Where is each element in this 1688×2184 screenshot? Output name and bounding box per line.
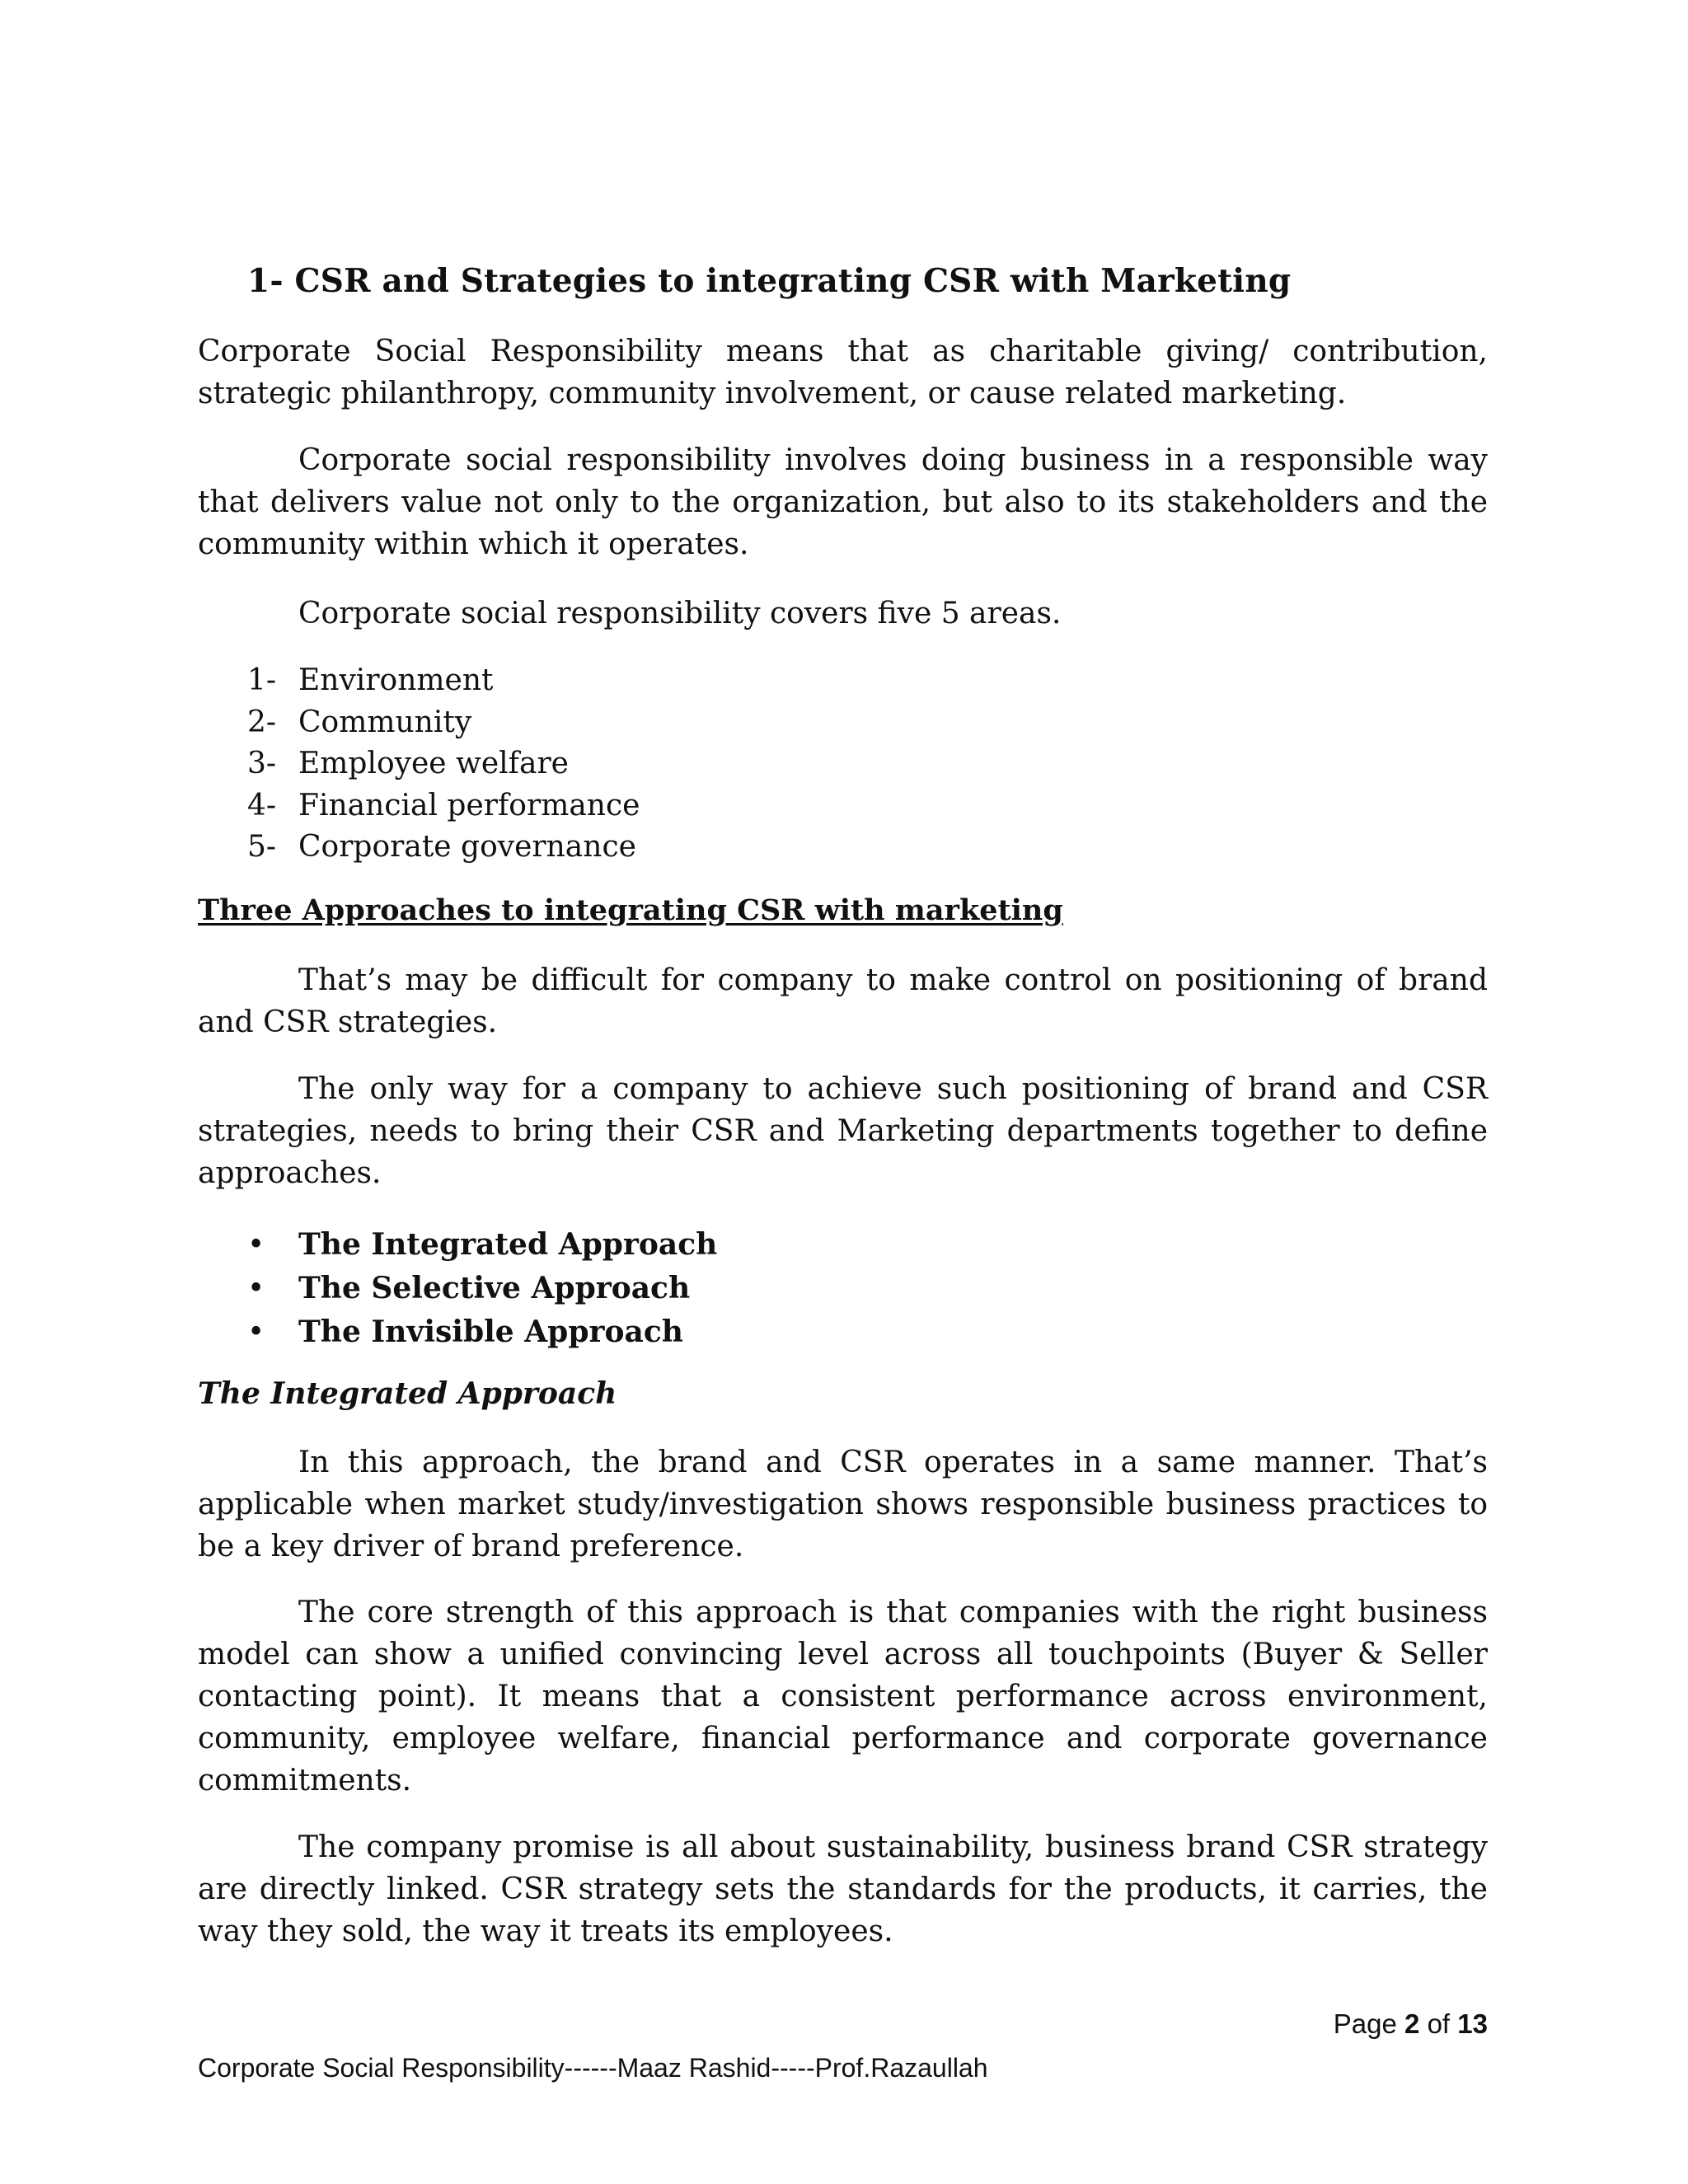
integrated-paragraph: The company promise is all about sustainability, business brand CSR strategy are directly linked. CSR strategy sets the standards for the products, it carries, the way they sold, the way it treats its employees. [198, 1830, 1488, 1948]
list-item: • The Integrated Approach [247, 1223, 717, 1267]
approaches-paragraph: That’s may be difficult for company to make control on positioning of brand and CSR strategies. [198, 963, 1488, 1039]
page-number: Page 2 of 13 [1333, 2008, 1488, 2039]
bullet-icon: • [247, 1315, 265, 1349]
list-item: 4- Financial performance [247, 788, 640, 823]
integrated-paragraph: In this approach, the brand and CSR operates in a same manner. That’s applicable when market study/investigation shows responsible business practices to be a key driver of brand preference. [198, 1446, 1488, 1563]
document-page [198, 0, 1488, 2184]
bullet-icon: • [247, 1272, 265, 1305]
page-footer: Corporate Social Responsibility------Maaz Rashid-----Prof.Razaullah [198, 2053, 988, 2083]
list-item: 2- Community [247, 705, 472, 739]
list-item: 5- Corporate governance [247, 830, 636, 864]
list-item: 3- Employee welfare [247, 747, 569, 780]
intro-paragraph: Corporate Social Responsibility means that as charitable giving/ contribution, strategic philanthropy, community involvement, or cause related marketing. [198, 335, 1488, 410]
list-item: 1- Environment [247, 663, 494, 697]
approaches-heading: Three Approaches to integrating CSR with marketing [198, 893, 1063, 927]
bullet-icon: • [247, 1228, 265, 1262]
list-item: • The Selective Approach [247, 1267, 717, 1310]
definition-paragraph: Corporate social responsibility involves doing business in a responsible way that delivers value not only to the organization, but also to its stakeholders and the community within which it operates. [198, 443, 1488, 561]
csr-areas-list [247, 660, 640, 869]
list-item: • The Invisible Approach [247, 1310, 717, 1354]
areas-intro-paragraph: Corporate social responsibility covers five 5 areas. [298, 597, 1062, 630]
approaches-list [247, 1223, 717, 1354]
integrated-paragraph: The core strength of this approach is that companies with the right business model can show a unified convincing level across all touchpoints (Buyer & Seller contacting point). It means that a consistent performance across environment, community, employee welfare, financial performance and corporate governance commitments. [198, 1596, 1488, 1797]
approaches-paragraph: The only way for a company to achieve such positioning of brand and CSR strategies, needs to bring their CSR and Marketing departments together to define approaches. [198, 1072, 1488, 1190]
section-heading: 1- CSR and Strategies to integrating CSR with Marketing [247, 262, 1292, 300]
integrated-approach-heading: The Integrated Approach [198, 1376, 617, 1411]
